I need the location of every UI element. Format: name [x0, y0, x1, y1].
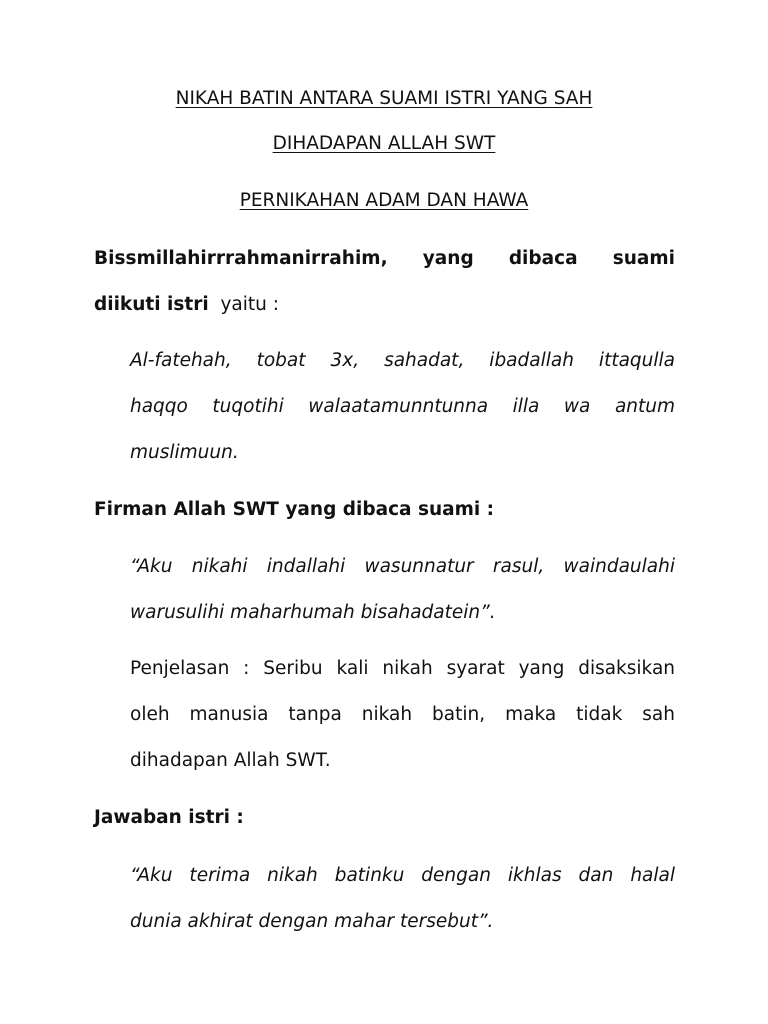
- wife-quote-line-2: dunia akhirat dengan mahar tersebut”.: [130, 911, 494, 932]
- explanation-line-1: Penjelasan : Seribu kali nikah syarat yang disaksikan: [130, 658, 675, 679]
- intro-rest-text: yaitu :: [220, 294, 279, 315]
- wife-quote-line-1: “Aku terima nikah batinku dengan ikhlas dan halal: [130, 865, 675, 886]
- intro-line-2: [94, 293, 279, 317]
- prayer-line-2: haqqo tuqotihi walaatamunntunna illa wa antum: [130, 396, 675, 417]
- husband-heading: Firman Allah SWT yang dibaca suami :: [94, 499, 495, 520]
- explanation-line-3: dihadapan Allah SWT.: [130, 750, 331, 771]
- prayer-line-1: Al-fatehah, tobat 3x, sahadat, ibadallah ittaqulla: [130, 350, 675, 371]
- prayer-line-3: muslimuun.: [130, 442, 239, 463]
- intro-bold-text: diikuti istri: [94, 294, 209, 315]
- subtitle: PERNIKAHAN ADAM DAN HAWA: [239, 190, 529, 211]
- wife-heading: Jawaban istri :: [94, 807, 244, 828]
- husband-quote-line-2: warusulihi maharhumah bisahadatein”.: [130, 602, 496, 623]
- title-line-2: DIHADAPAN ALLAH SWT: [272, 133, 496, 154]
- husband-quote-line-1: “Aku nikahi indallahi wasunnatur rasul, waindaulahi: [130, 556, 675, 577]
- title-line-1: NIKAH BATIN ANTARA SUAMI ISTRI YANG SAH: [175, 88, 593, 109]
- explanation-line-2: oleh manusia tanpa nikah batin, maka tidak sah: [130, 704, 675, 725]
- intro-line-1: Bissmillahirrrahmanirrahim, yang dibaca suami: [94, 248, 675, 269]
